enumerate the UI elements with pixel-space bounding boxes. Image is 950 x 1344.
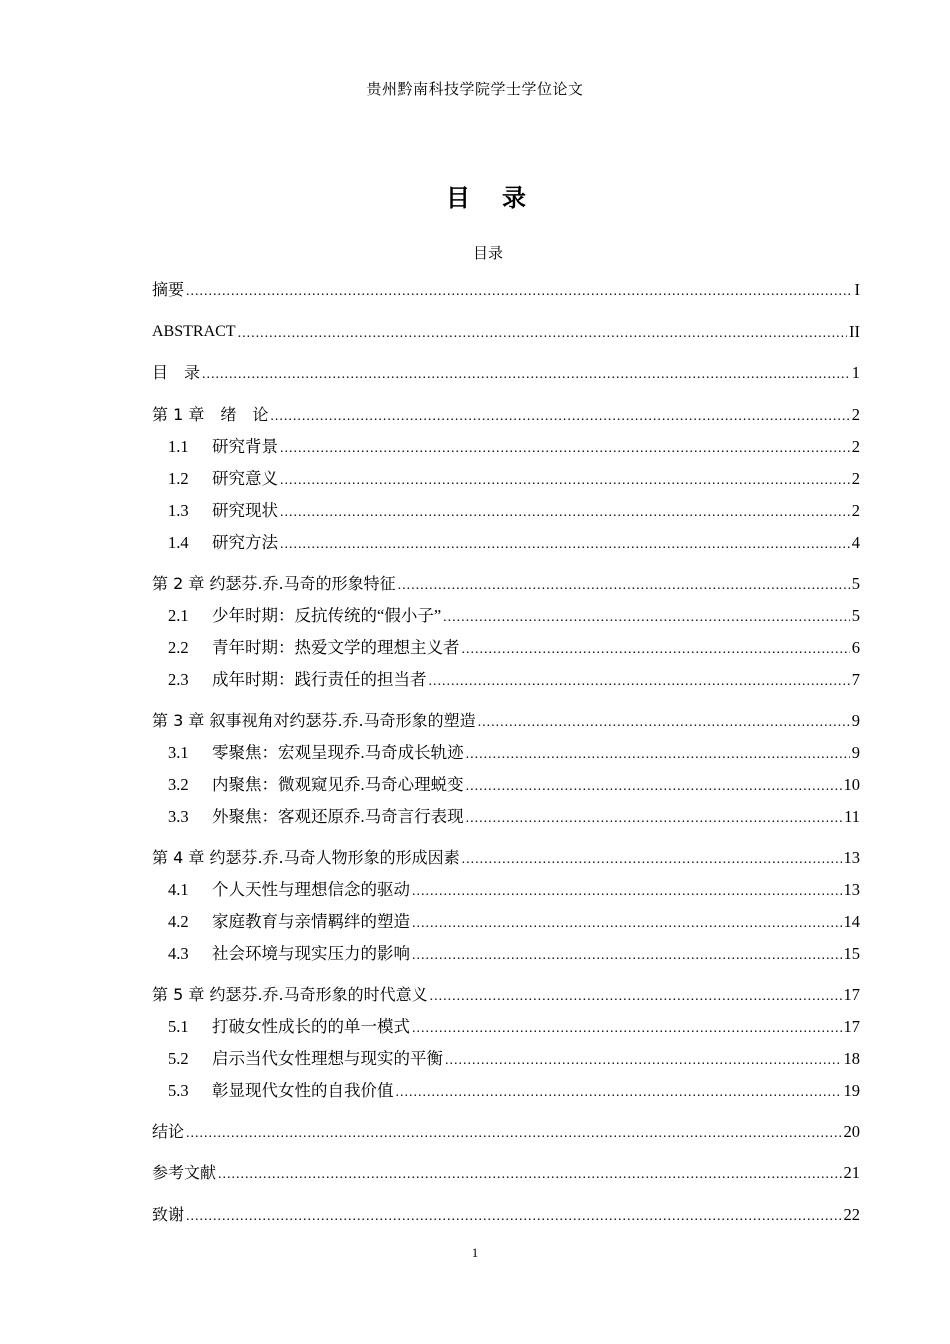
toc-chapter-entry[interactable] xyxy=(152,570,860,602)
toc-dot-leader xyxy=(270,405,849,429)
toc-dot-leader xyxy=(429,670,850,694)
toc-section-number: 3.3 xyxy=(168,806,189,826)
toc-dot-leader xyxy=(280,437,850,461)
toc-entry-title: 研究方法 xyxy=(212,532,278,552)
toc-dot-leader xyxy=(478,711,850,735)
toc-section-entry[interactable] xyxy=(152,602,860,634)
toc-page-number: 17 xyxy=(843,1016,860,1036)
toc-page-number: 5 xyxy=(851,605,860,625)
toc-page-number: 1 xyxy=(851,363,860,382)
toc-chapter-entry[interactable] xyxy=(152,1201,860,1243)
toc-entry-title: 结论 xyxy=(152,1121,185,1141)
toc-page-number: 10 xyxy=(843,774,860,794)
toc-section-number: 3.1 xyxy=(168,742,189,762)
toc-section-entry[interactable] xyxy=(152,497,860,529)
toc-entry-title: 个人天性与理想信念的驱动 xyxy=(212,879,410,899)
toc-page-number: 14 xyxy=(843,911,860,931)
toc-dot-leader xyxy=(466,775,842,799)
toc-page-number: 20 xyxy=(843,1121,860,1141)
toc-page-number: 2 xyxy=(851,468,860,488)
toc-chapter-entry[interactable] xyxy=(152,1159,860,1201)
toc-entry-title: 致谢 xyxy=(152,1204,185,1224)
toc-section-number: 5.3 xyxy=(168,1080,189,1100)
toc-dot-leader xyxy=(238,322,847,346)
toc-section-number: 4.2 xyxy=(168,911,189,931)
toc-section-number: 1.4 xyxy=(168,532,189,552)
toc-dot-leader xyxy=(412,880,842,904)
toc-dot-leader xyxy=(445,1049,842,1073)
toc-section-number: 5.1 xyxy=(168,1016,189,1036)
toc-dot-leader xyxy=(430,985,842,1009)
toc-section-number: 2.1 xyxy=(168,605,189,625)
table-of-contents xyxy=(152,276,860,1242)
toc-section-entry[interactable] xyxy=(152,465,860,497)
toc-chapter-entry[interactable] xyxy=(152,318,860,360)
toc-page-number: 21 xyxy=(843,1163,860,1182)
toc-entry-title: 打破女性成长的的单一模式 xyxy=(212,1016,410,1036)
toc-entry-title: 研究现状 xyxy=(212,500,278,520)
toc-entry-title: 社会环境与现实压力的影响 xyxy=(212,943,410,963)
toc-entry-title: 彰显现代女性的自我价值 xyxy=(212,1080,394,1100)
toc-page-number: 18 xyxy=(843,1048,860,1068)
toc-dot-leader xyxy=(462,638,850,662)
toc-entry-title: 成年时期：践行责任的担当者 xyxy=(212,669,427,689)
toc-section-entry[interactable] xyxy=(152,876,860,908)
toc-entry-title: 外聚焦：客观还原乔.马奇言行表现 xyxy=(212,806,464,826)
toc-entry-title: 第 1 章 绪 论 xyxy=(152,404,269,424)
toc-dot-leader xyxy=(186,280,852,304)
toc-dot-leader xyxy=(412,1017,842,1041)
toc-entry-title: 研究背景 xyxy=(212,436,278,456)
toc-chapter-entry[interactable] xyxy=(152,1118,860,1160)
toc-page-number: 11 xyxy=(844,806,860,826)
toc-entry-title: 零聚焦：宏观呈现乔.马奇成长轨迹 xyxy=(212,742,464,762)
toc-dot-leader xyxy=(398,574,850,598)
toc-section-number: 2.2 xyxy=(168,637,189,657)
toc-page-number: 9 xyxy=(851,710,860,730)
toc-section-entry[interactable] xyxy=(152,739,860,771)
toc-page-number: 19 xyxy=(843,1080,860,1100)
toc-entry-title: 参考文献 xyxy=(152,1163,217,1182)
toc-entry-title: 研究意义 xyxy=(212,468,278,488)
toc-entry-title: 第 2 章 约瑟芬.乔.马奇的形象特征 xyxy=(152,573,396,593)
toc-page-number: 6 xyxy=(851,637,860,657)
toc-page-number: 2 xyxy=(851,404,860,424)
toc-entry-title: 少年时期：反抗传统的“假小子” xyxy=(212,605,442,625)
toc-section-number: 5.2 xyxy=(168,1048,189,1068)
toc-dot-leader xyxy=(202,363,850,387)
toc-section-entry[interactable] xyxy=(152,1013,860,1045)
toc-dot-leader xyxy=(462,848,842,872)
toc-chapter-entry[interactable] xyxy=(152,844,860,876)
toc-dot-leader xyxy=(412,912,842,936)
toc-entry-title: 家庭教育与亲情羁绊的塑造 xyxy=(212,911,410,931)
toc-dot-leader xyxy=(466,743,850,767)
toc-page-number: 7 xyxy=(851,669,860,689)
toc-dot-leader xyxy=(412,944,842,968)
toc-section-number: 4.3 xyxy=(168,943,189,963)
toc-dot-leader xyxy=(443,606,850,630)
toc-page-number: I xyxy=(854,280,860,299)
toc-section-number: 2.3 xyxy=(168,669,189,689)
toc-section-entry[interactable] xyxy=(152,803,860,844)
page-number: 1 xyxy=(471,1245,479,1260)
toc-page-number: 9 xyxy=(851,742,860,762)
toc-entry-title: 目 录 xyxy=(152,363,201,382)
toc-entry-title: 摘要 xyxy=(152,280,185,299)
toc-dot-leader xyxy=(466,807,842,831)
toc-entry-title: 内聚焦：微观窥见乔.马奇心理蜕变 xyxy=(212,774,464,794)
toc-section-entry[interactable] xyxy=(152,1077,860,1118)
toc-entry-title: ABSTRACT xyxy=(152,322,236,340)
toc-chapter-entry[interactable] xyxy=(152,981,860,1013)
toc-dot-leader xyxy=(280,501,850,525)
toc-entry-title: 第 4 章 约瑟芬.乔.马奇人物形象的形成因素 xyxy=(152,847,460,867)
toc-dot-leader xyxy=(280,533,850,557)
toc-entry-title: 青年时期：热爱文学的理想主义者 xyxy=(212,637,460,657)
toc-section-entry[interactable] xyxy=(152,433,860,465)
toc-section-entry[interactable] xyxy=(152,908,860,940)
toc-chapter-entry[interactable] xyxy=(152,707,860,739)
toc-page-number: 13 xyxy=(843,879,860,899)
toc-section-entry[interactable] xyxy=(152,529,860,570)
toc-section-number: 1.2 xyxy=(168,468,189,488)
toc-dot-leader xyxy=(396,1081,842,1105)
page-subtitle: 目录 xyxy=(472,246,503,262)
toc-entry-title: 第 3 章 叙事视角对约瑟芬.乔.马奇形象的塑造 xyxy=(152,710,476,730)
toc-page-number: 2 xyxy=(851,436,860,456)
toc-section-entry[interactable] xyxy=(152,1045,860,1077)
toc-dot-leader xyxy=(186,1205,841,1229)
toc-chapter-entry[interactable] xyxy=(152,401,860,433)
toc-page-number: 17 xyxy=(843,984,860,1004)
page-header: 贵州黔南科技学院学士学位论文 xyxy=(366,82,584,98)
toc-section-number: 4.1 xyxy=(168,879,189,899)
toc-dot-leader xyxy=(280,469,850,493)
toc-section-entry[interactable] xyxy=(152,940,860,981)
toc-page-number: 15 xyxy=(843,943,860,963)
toc-page-number: 2 xyxy=(851,500,860,520)
toc-section-entry[interactable] xyxy=(152,771,860,803)
page-title: 目 录 xyxy=(446,184,530,212)
toc-dot-leader xyxy=(218,1163,841,1187)
toc-chapter-entry[interactable] xyxy=(152,276,860,318)
toc-section-entry[interactable] xyxy=(152,666,860,707)
toc-page-number: 5 xyxy=(851,573,860,593)
toc-section-number: 3.2 xyxy=(168,774,189,794)
toc-section-entry[interactable] xyxy=(152,634,860,666)
toc-page-number: II xyxy=(849,321,860,341)
toc-page-number: 13 xyxy=(843,847,860,867)
toc-section-number: 1.3 xyxy=(168,500,189,520)
toc-page-number: 4 xyxy=(851,532,860,552)
toc-entry-title: 第 5 章 约瑟芬.乔.马奇形象的时代意义 xyxy=(152,984,428,1004)
toc-chapter-entry[interactable] xyxy=(152,359,860,401)
toc-entry-title: 启示当代女性理想与现实的平衡 xyxy=(212,1048,443,1068)
toc-section-number: 1.1 xyxy=(168,436,189,456)
toc-dot-leader xyxy=(186,1122,841,1146)
toc-page-number: 22 xyxy=(843,1204,860,1224)
